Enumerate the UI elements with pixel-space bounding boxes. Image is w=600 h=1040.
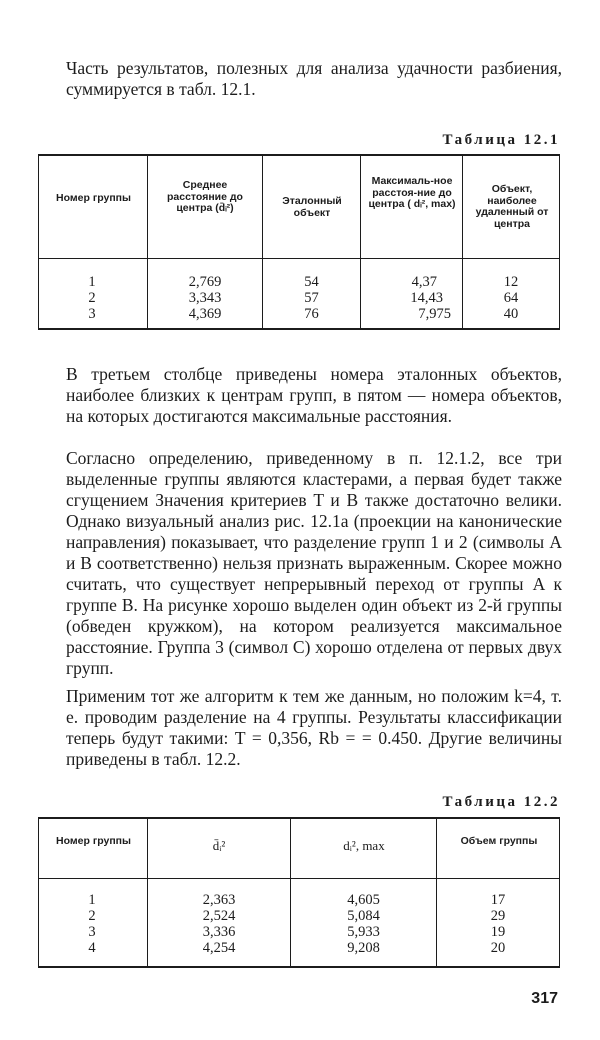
table1-col-group [42, 274, 142, 322]
table-cell: 1 [88, 892, 96, 908]
table-cell: 17 [490, 892, 506, 908]
table-cell: 5,933 [347, 924, 380, 940]
table1-header-farthest-object: Объект, наиболее удаленный от центра [475, 183, 549, 230]
table-cell: 3 [88, 306, 96, 322]
table1-header-max-distance: Максималь-ное расстоя-ние до центра ( dᵢ², max) [368, 175, 456, 210]
table-cell: 9,208 [347, 940, 380, 956]
table-cell: 4,254 [202, 940, 236, 956]
table1-caption: Таблица 12.1 [442, 132, 560, 148]
table-cell: 3 [88, 924, 96, 940]
table2-col-group-size [439, 892, 557, 956]
table2-col-max-distance [293, 892, 434, 956]
table1-header-reference-object: Эталонный объект [282, 195, 342, 219]
table-cell: 4,37 [411, 274, 437, 290]
paragraph-third-column: В третьем столбце приведены номера эталонных объектов, наиболее близких к центрам групп, в пятом — номера объектов, на которых достигаются максимальные расстояния. [66, 364, 562, 426]
table-cell: 3,343 [188, 290, 222, 306]
table-cell: 2,363 [202, 892, 236, 908]
table-cell: 4,605 [347, 892, 380, 908]
table1-col-reference [265, 274, 358, 322]
table-cell: 57 [304, 290, 319, 306]
table2-header-group-number: Номер группы [56, 835, 131, 847]
page-number: 317 [531, 990, 558, 1007]
table2-header-max-distance: dᵢ², max [343, 838, 385, 853]
table-cell: 12 [503, 274, 519, 290]
table2-header-group-size: Объем группы [460, 835, 538, 847]
table-cell: 2,524 [202, 908, 236, 924]
table2-col-group [42, 892, 142, 956]
table1-col-farthest [465, 274, 557, 322]
table-cell: 3,336 [202, 924, 236, 940]
table-cell: 7,975 [418, 306, 451, 322]
table-cell: 64 [503, 290, 519, 306]
table-cell: 29 [490, 908, 506, 924]
table1-header-mean-distance: Среднее расстояние до центра (d̄ᵢ²) [167, 179, 243, 214]
table-cell: 76 [304, 306, 319, 322]
table1-col-max-distance [372, 274, 457, 322]
table-cell: 5,084 [347, 908, 380, 924]
table-cell: 54 [304, 274, 319, 290]
table2-header-mean-distance: d̄ᵢ² [212, 838, 226, 853]
table2-col-mean-distance [150, 892, 288, 956]
intro-paragraph: Часть результатов, полезных для анализа удачности разбиения, суммируется в табл. 12.1. [66, 58, 562, 99]
table-cell: 4,369 [188, 306, 222, 322]
table-cell: 2 [88, 908, 96, 924]
table2-caption: Таблица 12.2 [442, 794, 560, 810]
paragraph-k4: Применим тот же алгоритм к тем же данным, но положим k=4, т. е. проводим разделение на 4 группы. Результаты классификации теперь будут такими: T = 0,356, Rb = = 0.450. Другие величины приведены в табл. 12.2. [66, 686, 562, 769]
table-cell: 14,43 [410, 290, 443, 306]
table-cell: 1 [88, 274, 96, 290]
table-cell: 19 [490, 924, 506, 940]
table-cell: 2,769 [188, 274, 222, 290]
table-cell: 40 [503, 306, 519, 322]
table1-header-group-number: Номер группы [56, 192, 131, 204]
table-cell: 20 [490, 940, 506, 956]
table1-col-mean-distance [150, 274, 260, 322]
table-cell: 2 [88, 290, 96, 306]
paragraph-definition: Согласно определению, приведенному в п. 12.1.2, все три выделенные группы являются кластерами, а первая будет также сгущением Значения критериев T и B также достаточно велики. Однако визуальный анализ рис. 12.1а (проекции на канонические направления) показывает, что разделение групп 1 и 2 (символы A и B соответственно) нельзя признать выраженным. Скорее можно считать, что существует непрерывный переход от группы A к группе B. На рисунке хорошо выделен один объект из 2-й группы (обведен кружком), на котором реализуется максимальное расстояние. Группа 3 (символ C) хорошо отделена от первых двух групп. [66, 448, 562, 678]
table-cell: 4 [88, 940, 96, 956]
